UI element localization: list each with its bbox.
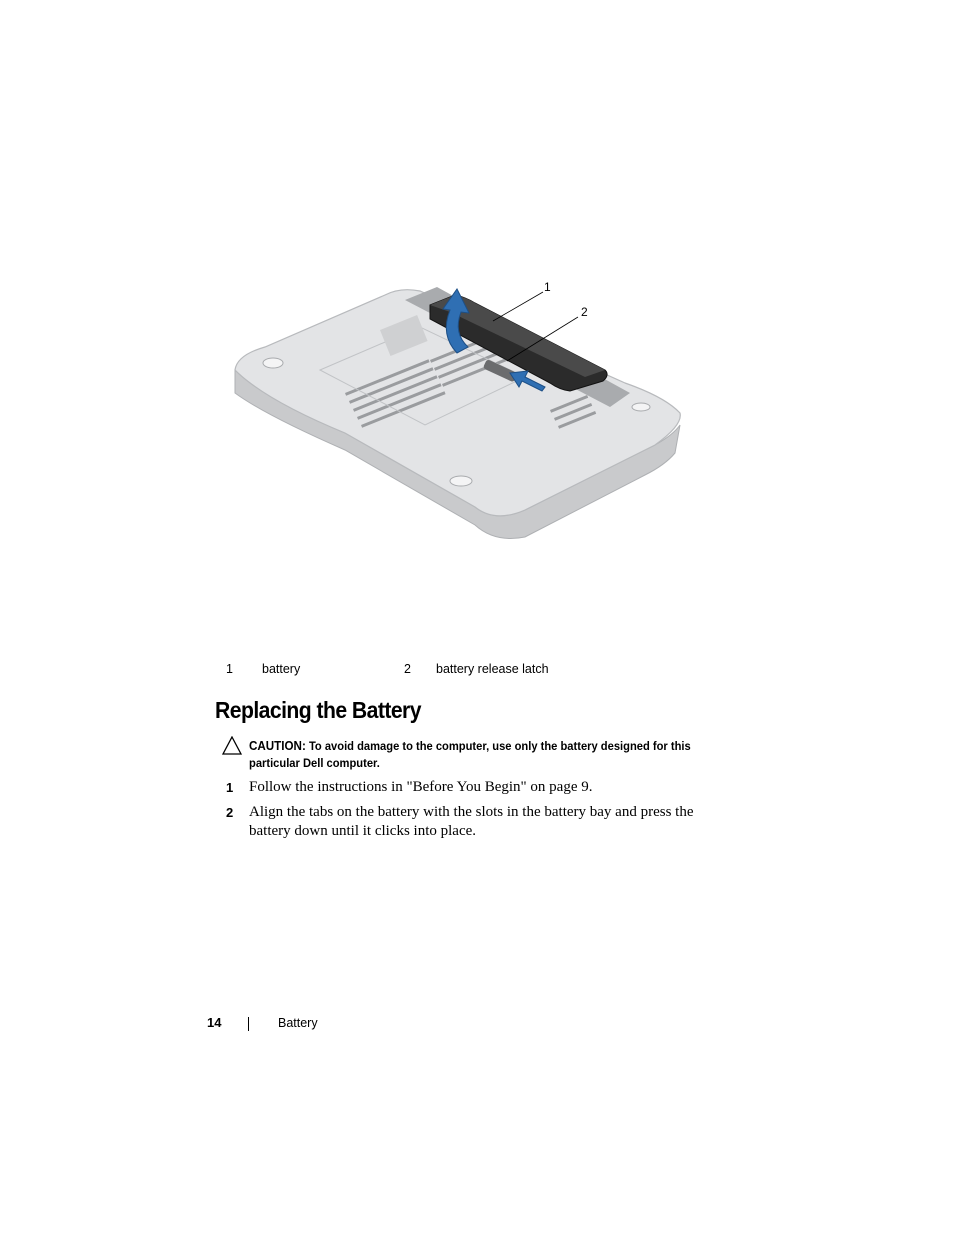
step-number: 2 xyxy=(226,805,234,820)
step-text: Follow the instructions in "Before You Begin" on page 9. xyxy=(249,779,593,795)
figure-legend xyxy=(0,662,954,680)
laptop-battery-illustration xyxy=(225,275,695,565)
step-text: Align the tabs on the battery with the slots in the battery bay and press the battery down until it clicks into place. xyxy=(249,804,694,839)
legend-label: battery xyxy=(262,662,301,676)
rubber-foot xyxy=(450,476,472,486)
caution-text xyxy=(249,738,695,772)
callout-2: 2 xyxy=(581,305,588,319)
page-footer xyxy=(0,1015,954,1035)
page-number: 14 xyxy=(207,1015,222,1030)
footer-section-title: Battery xyxy=(278,1016,318,1030)
caution-label: CAUTION: xyxy=(249,739,306,753)
rubber-foot xyxy=(263,358,283,368)
laptop-bottom-drawing xyxy=(225,275,695,565)
footer-divider xyxy=(248,1017,249,1031)
callout-leader-1 xyxy=(493,292,543,321)
legend-number: 2 xyxy=(404,662,411,676)
rubber-foot xyxy=(632,403,650,411)
caution-triangle-icon xyxy=(222,736,242,755)
legend-label: battery release latch xyxy=(436,662,549,676)
caution-body: To avoid damage to the computer, use only the battery designed for this particular Dell computer. xyxy=(249,739,691,770)
section-heading: Replacing the Battery xyxy=(215,697,421,723)
legend-number: 1 xyxy=(226,662,233,676)
step-number: 1 xyxy=(226,780,234,795)
callout-1: 1 xyxy=(544,280,551,294)
